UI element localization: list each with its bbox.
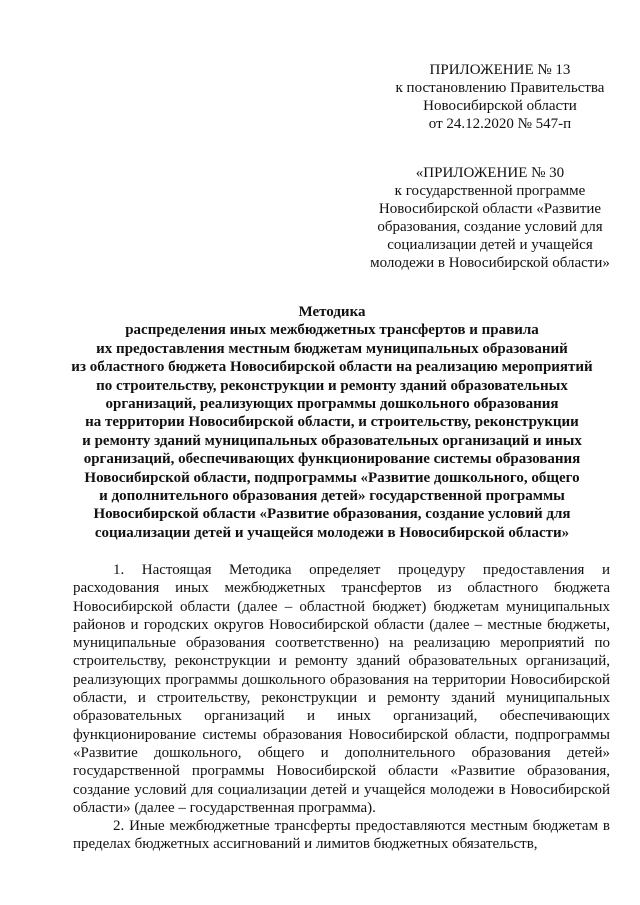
appendix-30-line: образования, создание условий для — [377, 219, 603, 235]
appendix-30-line: к государственной программе — [394, 183, 586, 199]
document-body — [73, 561, 610, 854]
methodology-subtitle-line: из областного бюджета Новосибирской области на реализацию мероприятий — [71, 359, 593, 376]
methodology-subtitle-line: организаций, обеспечивающих функционирование системы образования — [83, 451, 581, 468]
paragraph-2: 2. Иные межбюджетные трансферты предоставляются местным бюджетам в пределах бюджетных ассигнований и лимитов бюджетных обязательств, — [73, 818, 610, 853]
appendix-13-line: Новосибирской области — [423, 98, 577, 114]
appendix-13-line: от 24.12.2020 № 547-п — [428, 116, 572, 132]
appendix-30-line: социализации детей и учащейся — [387, 237, 593, 253]
methodology-subtitle-line: по строительству, реконструкции и ремонту зданий образовательных — [96, 377, 568, 394]
methodology-subtitle-line: Новосибирской области, подпрограммы «Развитие дошкольного, общего — [84, 469, 580, 486]
methodology-subtitle-line: и дополнительного образования детей» государственной программы — [99, 488, 565, 505]
appendix-30-line: молодежи в Новосибирской области» — [370, 255, 610, 271]
appendix-30-line: Новосибирской области «Развитие — [378, 201, 602, 217]
paragraph-1: 1. Настоящая Методика определяет процедуру предоставления и расходования иных межбюджетных трансфертов из областного бюджета Новосибирской области (далее – областной бюджет) бюджетам муниципальных районов и городских округов Новосибирской области (далее – местные бюджеты, муниципальные образования соответственно) на реализацию мероприятий по строительству, реконструкции и ремонту зданий образовательных организаций, реализующих программы дошкольного образования на территории Новосибирской области, и строительству, реконструкции и ремонту зданий муниципальных образовательных организаций и иных организаций, обеспечивающих функционирование системы образования Новосибирской области, подпрограммы «Развитие дошкольного, общего и дополнительного образования детей» государственной программы Новосибирской области «Развитие образования, создание условий для социализации детей и учащейся молодежи в Новосибирской области» (далее – государственная программа). — [73, 562, 610, 816]
appendix-30-header — [360, 164, 620, 272]
methodology-subtitle-line: распределения иных межбюджетных трансфертов и правила — [125, 322, 539, 339]
methodology-subtitle-line: их предоставления местным бюджетам муниципальных образований — [96, 340, 568, 357]
methodology-subtitle-line: на территории Новосибирской области, и строительству, реконструкции — [85, 414, 579, 431]
methodology-subtitle-line: и ремонту зданий муниципальных образовательных организаций и иных — [82, 432, 582, 449]
methodology-title: Методика — [298, 304, 366, 320]
appendix-13-header — [380, 61, 620, 133]
methodology-subtitle-line: социализации детей и учащейся молодежи в Новосибирской области» — [94, 524, 570, 541]
appendix-30-line: «ПРИЛОЖЕНИЕ № 30 — [415, 165, 565, 181]
methodology-subtitle-line: Новосибирской области «Развитие образования, создание условий для — [93, 506, 571, 523]
methodology-title-block — [40, 303, 624, 542]
methodology-subtitle-line: организаций, реализующих программы дошкольного образования — [105, 396, 559, 413]
appendix-13-line: к постановлению Правительства — [395, 80, 605, 96]
appendix-13-line: ПРИЛОЖЕНИЕ № 13 — [429, 62, 571, 78]
